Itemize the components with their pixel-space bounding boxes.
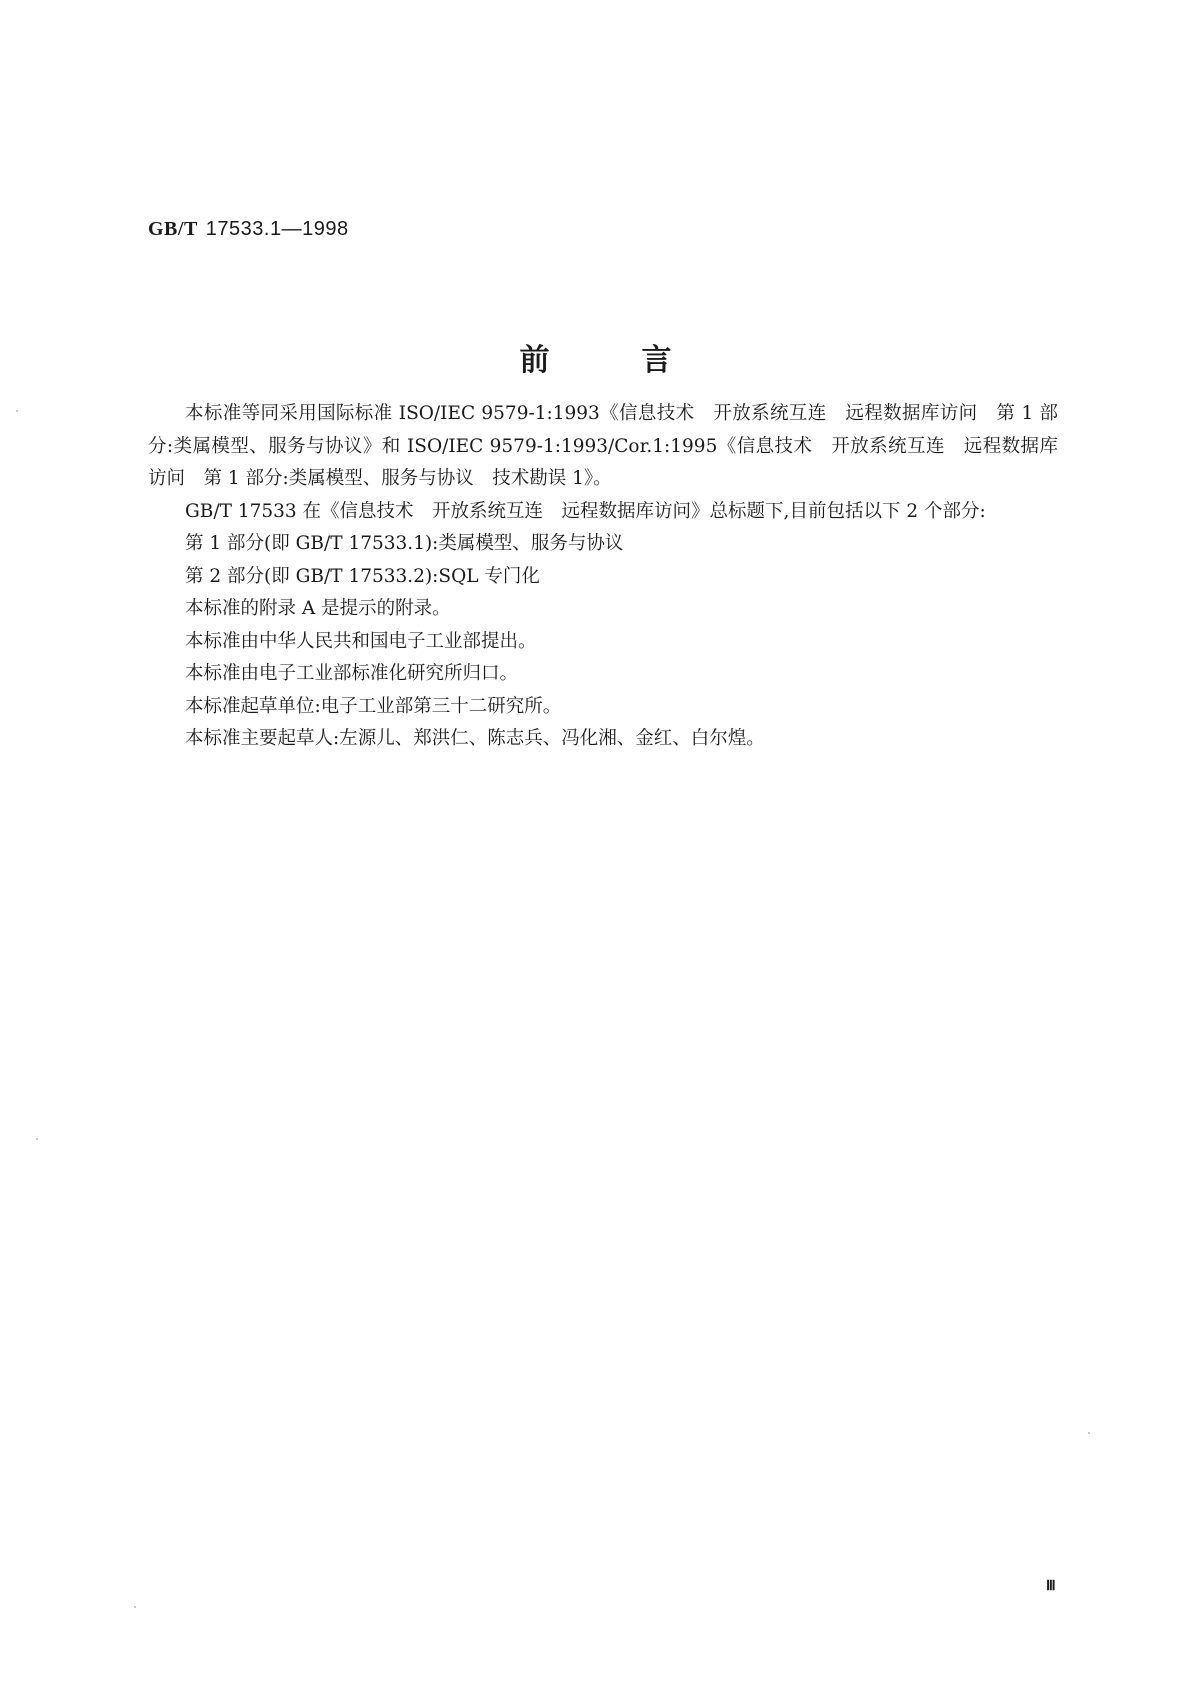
paragraph-annex: 本标准的附录 A 是提示的附录。 [185, 598, 451, 619]
standard-code [148, 218, 349, 241]
paragraph-part-2: 第 2 部分(即 GB/T 17533.2):SQL 专门化 [185, 565, 540, 587]
paragraph-part-1: 第 1 部分(即 GB/T 17533.1):类属模型、服务与协议 [185, 533, 624, 554]
standard-prefix: GB/T [148, 218, 198, 240]
paragraph-drafting-unit: 本标准起草单位:电子工业部第三十二研究所。 [185, 695, 562, 717]
scan-speck [134, 1606, 136, 1608]
scan-speck [1088, 1432, 1090, 1434]
foreword-body [148, 398, 1058, 756]
paragraph-proposer: 本标准由中华人民共和国电子工业部提出。 [185, 630, 537, 652]
scan-speck [36, 1138, 38, 1140]
standard-number: 17533.1—1998 [205, 218, 349, 240]
page-number: Ⅲ [1046, 1579, 1056, 1594]
paragraph-drafters: 本标准主要起草人:左源儿、郑洪仁、陈志兵、冯化湘、金红、白尔煌。 [185, 728, 765, 749]
scan-speck [16, 410, 18, 412]
paragraph-series: GB/T 17533 在《信息技术 开放系统互连 远程数据库访问》总标题下,目前包括以下 2 个部分: [185, 500, 986, 522]
paragraph-administrator: 本标准由电子工业部标准化研究所归口。 [185, 663, 519, 684]
page-title: 前言 [519, 343, 764, 378]
paragraph-adoption: 本标准等同采用国际标准 ISO/IEC 9579-1:1993《信息技术 开放系统互连 远程数据库访问 第 1 部分:类属模型、服务与协议》和 ISO/IEC 9579-1:1993/Cor.1:1995《信息技术 开放系统互连 远程数据库访问 第 1 部分:类属模型、服务与协议 技术勘误 1》。 [148, 403, 1058, 489]
